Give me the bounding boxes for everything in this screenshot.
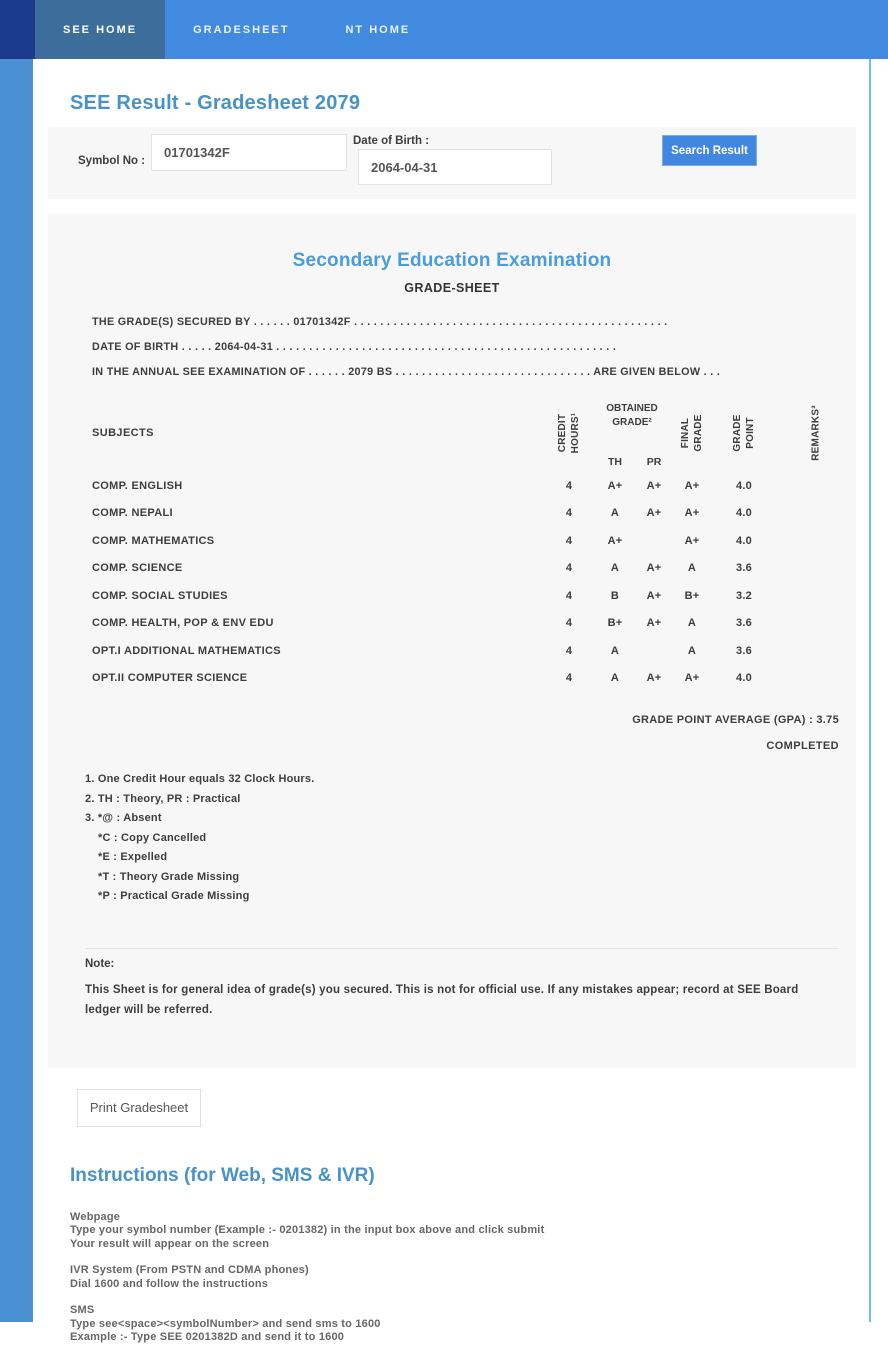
symbol-no-label: Symbol No :	[78, 155, 146, 167]
tab-gradesheet[interactable]: GRADESHEET	[193, 23, 290, 36]
sms-instructions: SMS Type see<space><symbolNumber> and send sms to 1600 Example :- Type SEE 0201382D and send it to 1600	[70, 1304, 381, 1343]
webpage-instructions: Webpage Type your symbol number (Example :- 0201382) in the input box above and click submit Your result will appear on the screen	[70, 1210, 545, 1250]
final-grade-header: FINAL GRADE	[680, 414, 704, 452]
symbol-no-input[interactable]	[151, 134, 347, 171]
gradesheet-panel	[48, 213, 856, 1068]
certificate-title: Secondary Education Examination	[292, 250, 612, 271]
footnote-line: *C : Copy Cancelled	[98, 831, 207, 844]
grades-table-header	[48, 394, 856, 472]
remarks-header: REMARKS³	[810, 405, 821, 461]
table-row: COMP. HEALTH, POP & ENV EDU 4 B+ A+ A 3.6	[92, 617, 752, 630]
note-label: Note:	[85, 957, 115, 970]
date-of-birth-input[interactable]	[358, 149, 552, 185]
table-row: OPT.I ADDITIONAL MATHEMATICS 4 A A 3.6	[92, 644, 752, 657]
tab-see-home[interactable]: SEE HOME	[35, 0, 165, 59]
obtained-grade-header: OBTAINED GRADE² TH PR	[593, 394, 671, 472]
main-content	[33, 59, 871, 1358]
th-header: TH	[608, 456, 622, 468]
table-row: COMP. SOCIAL STUDIES 4 B A+ B+ 3.2	[92, 589, 752, 602]
th-pr-subheader	[593, 456, 671, 472]
date-of-birth-label: Date of Birth :	[353, 135, 430, 147]
table-row: COMP. ENGLISH 4 A+ A+ A+ 4.0	[92, 479, 752, 492]
logo-corner-block	[0, 0, 35, 59]
tab-nt-home[interactable]: NT HOME	[345, 23, 411, 36]
page-title: SEE Result - Gradesheet 2079	[70, 92, 361, 114]
table-row: COMP. SCIENCE 4 A A+ A 3.6	[92, 562, 752, 575]
footnote-line: *T : Theory Grade Missing	[98, 870, 240, 883]
footnote-line: *E : Expelled	[98, 851, 168, 863]
footnote-line: *P : Practical Grade Missing	[98, 890, 250, 902]
note-divider	[85, 948, 839, 949]
search-panel	[48, 127, 856, 199]
left-accent-strip	[0, 59, 33, 1322]
note-text: This Sheet is for general idea of grade(s) you secured. This is not for official use. If any mistakes appear; record at SEE Board ledger will be referred.	[85, 983, 799, 1016]
footnote-line: 1. One Credit Hour equals 32 Clock Hours.	[85, 773, 315, 785]
instructions-heading: Instructions (for Web, SMS & IVR)	[70, 1164, 375, 1186]
status-completed: COMPLETED	[766, 740, 839, 752]
print-gradesheet-button[interactable]: Print Gradesheet	[77, 1089, 201, 1127]
examination-year-line: IN THE ANNUAL SEE EXAMINATION OF . . . . . . 2079 BS . . . . . . . . . . . . . . . . . . . . . . . . . . . . . . ARE GIVEN BELOW . . .	[92, 366, 721, 378]
footnotes	[85, 770, 856, 907]
credit-hours-header: CREDIT HOURS¹	[557, 412, 581, 454]
footnote-line: 2. TH : Theory, PR : Practical	[85, 792, 241, 805]
gpa-line: GRADE POINT AVERAGE (GPA) : 3.75	[632, 714, 839, 726]
grades-table-body	[48, 472, 856, 692]
table-row: OPT.II COMPUTER SCIENCE 4 A A+ A+ 4.0	[92, 672, 752, 685]
search-result-button[interactable]: Search Result	[662, 135, 757, 166]
grade-point-header: GRADE POINT	[732, 414, 756, 452]
pr-header: PR	[646, 456, 662, 468]
subjects-header: SUBJECTS	[92, 427, 154, 439]
certificate-subtitle: GRADE-SHEET	[404, 281, 500, 295]
instructions-section	[70, 1211, 871, 1345]
certificate-lines	[48, 316, 856, 378]
secured-by-line: THE GRADE(S) SECURED BY . . . . . . 01701342F . . . . . . . . . . . . . . . . . . . . . . . . . . . . . . . . . . . . . . . . . . . . . . . .	[92, 316, 668, 328]
ivr-instructions: IVR System (From PSTN and CDMA phones) Dial 1600 and follow the instructions	[70, 1264, 309, 1290]
table-row: COMP. MATHEMATICS 4 A+ A+ 4.0	[92, 534, 752, 547]
top-nav	[0, 0, 888, 59]
date-of-birth-line: DATE OF BIRTH . . . . . 2064-04-31 . . . . . . . . . . . . . . . . . . . . . . . . . . . . . . . . . . . . . . . . . . . . . . . . . . . .	[92, 341, 617, 353]
footnote-line: 3. *@ : Absent	[85, 812, 162, 824]
table-row: COMP. NEPALI 4 A A+ A+ 4.0	[92, 507, 752, 520]
